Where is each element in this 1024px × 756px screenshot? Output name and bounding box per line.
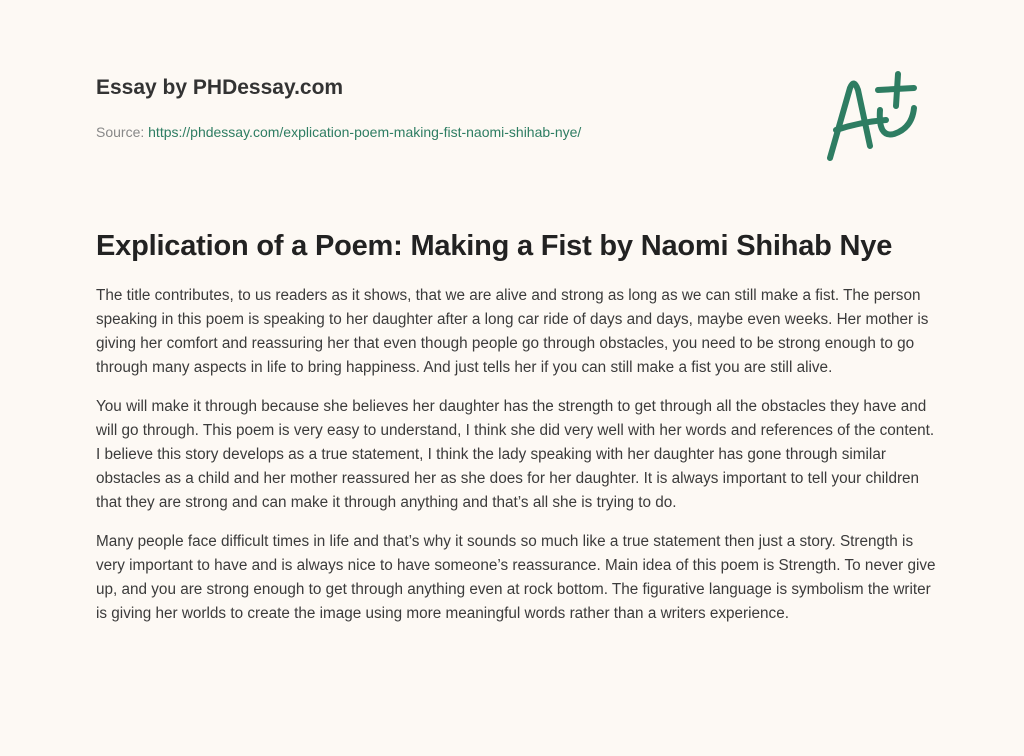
article-title: Explication of a Poem: Making a Fist by Naomi Shihab Nye xyxy=(96,230,893,262)
site-title: Essay by PHDessay.com xyxy=(96,76,344,99)
source-label: Source: xyxy=(96,124,145,140)
source-link[interactable]: https://phdessay.com/explication-poem-making-fist-naomi-shihab-nye/ xyxy=(148,124,582,140)
article-paragraph: The title contributes, to us readers as it shows, that we are alive and strong as long as we can still make a fist. The person speaking in this poem is speaking to her daughter after a long car ride of days and days, maybe even weeks. Her mother is giving her comfort and reassuring her that even though people go through obstacles, you need to be strong enough to go through many aspects in life to bring happiness. And just tells her if you can still make a fist you are still alive. xyxy=(96,287,929,376)
source-line xyxy=(96,124,581,140)
article-paragraph: Many people face difficult times in life and that’s why it sounds so much like a true statement then just a story. Strength is very important to have and is always nice to have someone’s reassurance. Main idea of this poem is Strength. To never give up, and you are strong enough to get through anything even at rock bottom. The figurative language is symbolism the writer is giving her worlds to create the image using more meaningful words rather than a writers experience. xyxy=(96,533,936,622)
article-paragraph: You will make it through because she believes her daughter has the strength to get through all the obstacles they have and will go through. This poem is very easy to understand, I think she did very well with her words and references of the content. I believe this story develops as a true statement, I think the lady speaking with her daughter has gone through similar obstacles as a child and her mother reassured her as she does for her daughter. It is always important to tell your children that they are strong and can make it through anything and that’s all she is trying to do. xyxy=(96,398,935,511)
article xyxy=(96,226,936,641)
header xyxy=(96,76,581,140)
a-plus-logo-icon xyxy=(820,68,930,164)
